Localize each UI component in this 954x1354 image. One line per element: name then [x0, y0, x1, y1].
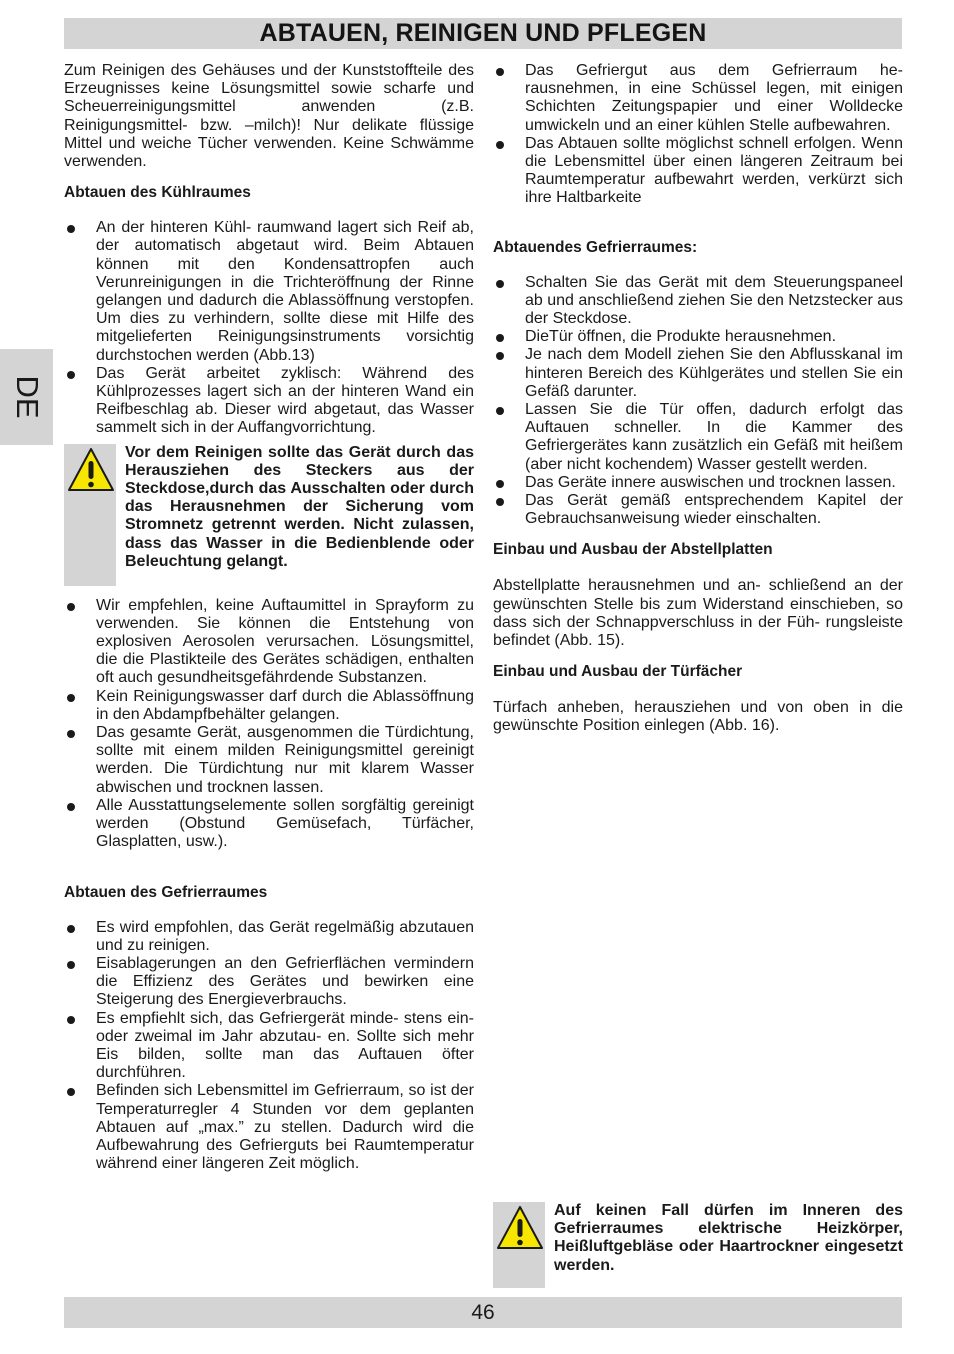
- bullet-icon: [496, 141, 504, 149]
- bullet-icon: [496, 407, 504, 415]
- bullet-icon: [496, 352, 504, 360]
- bullet-icon: [496, 68, 504, 76]
- list-item: Das Gerät gemäß entsprechendem Kapitel der Gebrauchsanweisung wieder einschalten.: [493, 492, 903, 528]
- warning-text: Vor dem Reinigen sollte das Gerät durch das Herausziehen des Steckers aus der Steckdose,durch das Ausschalten oder durch das Herausnehmen der Sicherung vom Stromnetz getrennt werden. Nicht zulassen, dass das Wasser in die Bedienblende oder Beleuchtung gelangt.: [125, 443, 474, 570]
- bullet-icon: [496, 480, 504, 488]
- bullet-icon: [496, 280, 504, 288]
- kuehlraum-list: [64, 219, 474, 437]
- list-item: An der hinteren Kühl- raumwand lagert sich Reif ab, der automatisch abgetaut wird. Beim Abtauen können mit den Kondensattropfen auch Verunreinigungen in die Trichteröffnung der Rinne gelangen und dadurch die Ablassöffnung verstopfen. Um dies zu verhindern, sollte diese mit Hilfe des mitgelieferten Reinigungsinstruments vorsichtig durchstochen werden (Abb.13): [64, 219, 474, 365]
- bullet-icon: [67, 1016, 75, 1024]
- list-item: Je nach dem Modell ziehen Sie den Abflusskanal im hinteren Bereich des Kühlgerätes und stellen Sie ein Gefäß darunter.: [493, 346, 903, 401]
- care-list: [64, 597, 474, 852]
- page-title: ABTAUEN, REINIGEN UND PFLEGEN: [259, 19, 707, 47]
- bullet-icon: [496, 498, 504, 506]
- intro-paragraph: Zum Reinigen des Gehäuses und der Kunststoffteile des Erzeugnisses keine Lösungsmittel sowie scharfe und Scheuerreinigungsmittel anwenden (z.B. Reinigungsmittel- bzw. –milch)! Nur delikate flüssige Mittel und weiche Tücher verwenden. Keine Schwämme verwenden.: [64, 62, 474, 171]
- footer-bar: [64, 1297, 902, 1328]
- bullet-icon: [67, 961, 75, 969]
- list-item: Kein Reinigungswasser darf durch die Ablassöffnung in den Abdampfbehälter gelangen.: [64, 688, 474, 724]
- abstellplatten-paragraph: Abstellplatte herausnehmen und an- schließend an der gewünschten Stelle bis zum Widerstand einschieben, so dass sich der Schnappverschluss in der Füh- rungsleiste befindet (Abb. 15).: [493, 577, 903, 650]
- tuerfaecher-paragraph: Türfach anheben, herausziehen und von oben in die gewünschte Position einlegen (Abb. 16).: [493, 699, 903, 735]
- language-tab: [0, 349, 53, 445]
- list-item: Befinden sich Lebensmittel im Gefrierraum, so ist der Temperaturregler 4 Stunden vor dem geplanten Abtauen auf „max.” zu stellen. Dadurch wird die Aufbewahrung des Gefrierguts bei Raumtemperatur während einer längeren Zeit möglich.: [64, 1082, 474, 1173]
- language-label: DE: [9, 375, 45, 419]
- list-item: Das Gefriergut aus dem Gefrierraum he- rausnehmen, in eine Schüssel legen, mit einigen Schichten Zeitungspapier und einer Wolldecke umwickeln und an einer kühlen Stelle aufbewahren.: [493, 62, 903, 135]
- list-item: Es wird empfohlen, das Gerät regelmäßig abzutauen und zu reinigen.: [64, 919, 474, 955]
- gefriergut-list: [493, 62, 903, 208]
- bullet-icon: [67, 225, 75, 233]
- bullet-icon: [67, 694, 75, 702]
- list-item: Schalten Sie das Gerät mit dem Steuerungspaneel ab und anschließend ziehen Sie den Netzstecker aus der Steckdose.: [493, 274, 903, 329]
- bullet-icon: [67, 603, 75, 611]
- heading-abtauendes-gefrierraumes: Abtauendes Gefrierraumes:: [493, 238, 698, 256]
- bullet-icon: [67, 925, 75, 933]
- heading-tuerfaecher: Einbau und Ausbau der Türfächer: [493, 663, 743, 681]
- heading-abstellplatten: Einbau und Ausbau der Abstellplatten: [493, 541, 773, 559]
- abtau-steps-list: [493, 274, 903, 529]
- list-item: DieTür öffnen, die Produkte herausnehmen.: [493, 328, 903, 346]
- bullet-icon: [496, 334, 504, 342]
- warning-triangle-icon: [67, 446, 115, 494]
- list-item: Lassen Sie die Tür offen, dadurch erfolgt das Auftauen schneller. In die Kammer des Gefriergerätes kann zusätzlich ein Gefäß mit heißem (aber nicht kochendem) Wasser gestellt werden.: [493, 401, 903, 474]
- heater-warning-box: [493, 1202, 903, 1288]
- list-item: Das Abtauen sollte möglichst schnell erfolgen. Wenn die Lebensmittel über einen längeren Zeitraum bei Raumtemperatur aufbewahrt werden, verkürzt sich ihre Haltbarkeite: [493, 135, 903, 208]
- page-number: 46: [471, 1301, 495, 1324]
- list-item: Das gesamte Gerät, ausgenommen die Türdichtung, sollte mit einem milden Reinigungsmittel gereinigt werden. Die Türdichtung nur mit klarem Wasser abwischen und trocknen lassen.: [64, 724, 474, 797]
- left-column: [64, 62, 474, 1173]
- heading-abtauen-gefrierraum: Abtauen des Gefrierraumes: [64, 883, 268, 901]
- bullet-icon: [67, 730, 75, 738]
- bullet-icon: [67, 803, 75, 811]
- right-column: [493, 62, 903, 736]
- title-bar: [64, 18, 902, 49]
- warning-text: Auf keinen Fall dürfen im Inneren des Gefrierraumes elektrische Heizkörper, Heißluftgebläse oder Haartrockner eingesetzt werden.: [554, 1202, 903, 1274]
- warning-triangle-icon: [496, 1204, 544, 1252]
- list-item: Wir empfehlen, keine Auftaumittel in Sprayform zu verwenden. Sie können die Entstehung von explosiven Aerosolen verursachen. Lösungsmittel, die die Plastikteile des Gerätes schädigen, enthalten oft auch gesundheitsgefährdende Substanzen.: [64, 597, 474, 688]
- heading-abtauen-kuehlraum: Abtauen des Kühlraumes: [64, 184, 251, 202]
- list-item: Das Gerät arbeitet zyklisch: Während des Kühlprozesses lagert sich an der hinteren Wand ein Reifbeschlag ab. Dieser wird abgetaut, das Wasser sammelt sich in der Auffangvorrichtung.: [64, 365, 474, 438]
- warning-sidebar: [64, 444, 116, 586]
- list-item: Das Geräte innere auswischen und trocknen lassen.: [493, 474, 903, 492]
- list-item: Eisablagerungen an den Gefrierflächen vermindern die Effizienz des Gerätes und bewirken eine Steigerung des Energieverbrauchs.: [64, 955, 474, 1010]
- list-item: Es empfiehlt sich, das Gefriergerät minde- stens ein- oder zweimal im Jahr abzutau- en. Sollte sich mehr Eis bilden, sollte man das Auftauen öfter durchführen.: [64, 1010, 474, 1083]
- bullet-icon: [67, 1088, 75, 1096]
- list-item: Alle Ausstattungselemente sollen sorgfältig gereinigt werden (Obstund Gemüsefach, Türfächer, Glasplatten, usw.).: [64, 797, 474, 852]
- gefrierraum-list: [64, 919, 474, 1174]
- bullet-icon: [67, 371, 75, 379]
- warning-box: [64, 444, 474, 586]
- warning-sidebar: [493, 1202, 545, 1288]
